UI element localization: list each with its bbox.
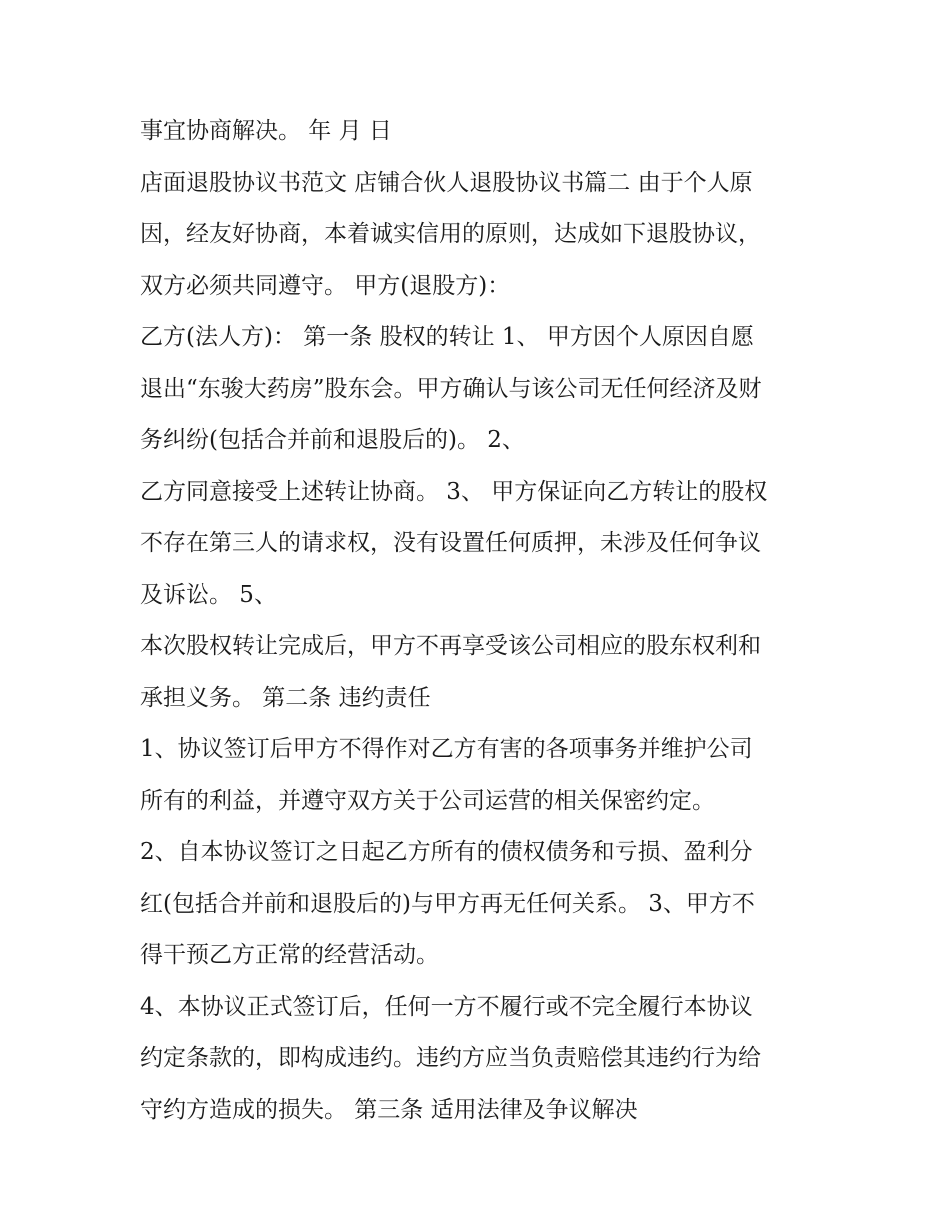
text-line: 2、自本协议签订之日起乙方所有的债权债务和亏损、盈利分: [140, 839, 753, 865]
text-line: 退出“东骏大药房”股东会。甲方确认与该公司无任何经济及财: [140, 375, 762, 402]
text-line: 得干预乙方正常的经营活动。: [140, 942, 439, 968]
text-line: 及诉讼。 5、: [140, 581, 277, 608]
text-line: 所有的利益，并遵守双方关于公司运营的相关保密约定。: [140, 787, 715, 814]
text-line: 1、协议签订后甲方不得作对乙方有害的各项事务并维护公司: [140, 736, 753, 762]
text-line: 约定条款的，即构成违约。违约方应当负责赔偿其违约行为给: [140, 1045, 761, 1071]
text-line: 务纠纷(包括合并前和退股后的)。 2、: [140, 427, 525, 453]
text-line: 店面退股协议书范文 店铺合伙人退股协议书篇二 由于个人原: [140, 169, 753, 196]
text-line: 事宜协商解决。 年 月 日: [140, 118, 392, 144]
text-line: 红(包括合并前和退股后的)与甲方再无任何关系。 3、甲方不: [140, 890, 755, 917]
text-line: 乙方同意接受上述转让协商。 3、 甲方保证向乙方转让的股权: [140, 478, 768, 505]
text-line: 4、本协议正式签订后，任何一方不履行或不完全履行本协议: [140, 993, 753, 1020]
text-line: 本次股权转让完成后，甲方不再享受该公司相应的股东权利和: [140, 633, 761, 659]
text-line: 承担义务。 第二条 违约责任: [140, 684, 431, 711]
text-line: 不存在第三人的请求权，没有设置任何质押，未涉及任何争议: [140, 530, 761, 556]
text-line: 守约方造成的损失。 第三条 适用法律及争议解决: [140, 1096, 638, 1123]
document-body: [140, 106, 830, 1136]
text-line: 乙方(法人方)： 第一条 股权的转让 1、 甲方因个人原因自愿: [140, 324, 754, 350]
text-line: 双方必须共同遵守。 甲方(退股方)：: [140, 272, 511, 299]
text-line: 因，经友好协商，本着诚实信用的原则，达成如下退股协议，: [140, 221, 761, 247]
